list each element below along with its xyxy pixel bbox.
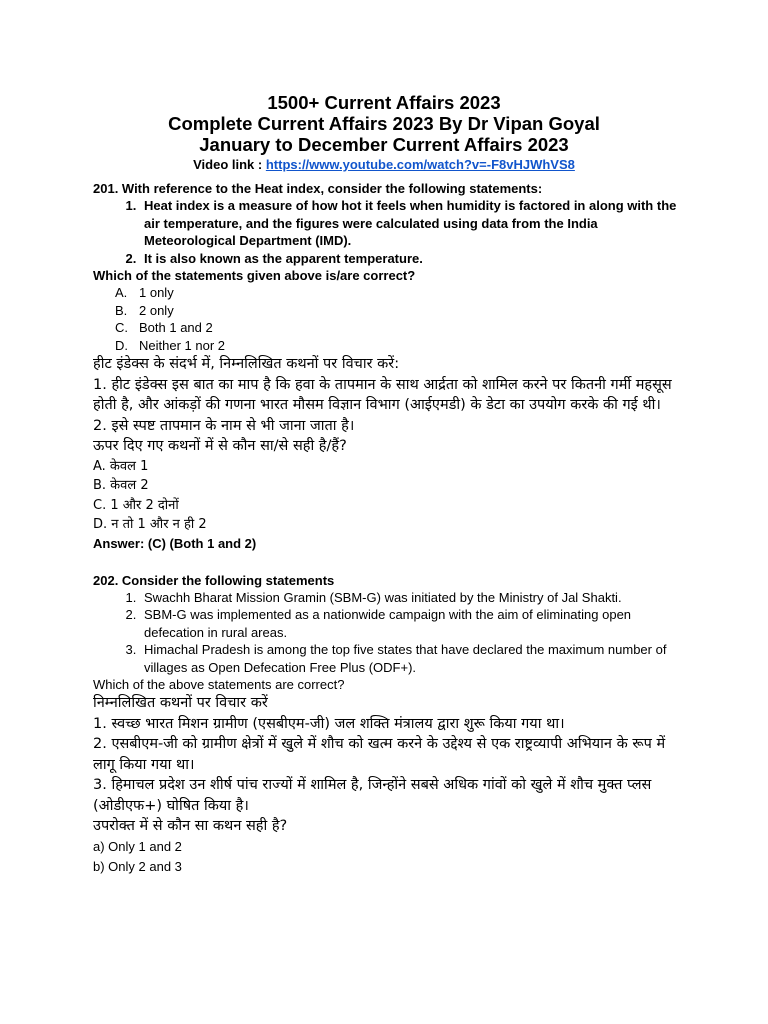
- hindi-statement-2: 2. एसबीएम-जी को ग्रामीण क्षेत्रों में खुले में शौच को खत्म करने के उद्देश्य से एक राष्ट्रव्यापी अभियान के रूप में लागू किया गया था।: [93, 736, 666, 773]
- video-link[interactable]: https://www.youtube.com/watch?v=-F8vHJWhVS8: [265, 157, 575, 172]
- doc-subtitle-2: January to December Current Affairs 2023: [199, 134, 569, 155]
- option: B. 2 only: [115, 302, 174, 318]
- option: b) Only 2 and 3: [93, 858, 182, 874]
- statement: 1. Heat index is a measure of how hot it feels when humidity is factored in along with the air temperature, and the figures were calculated using data from the India Meteorological Department (IMD).: [140, 197, 678, 250]
- question-202: 202. Consider the following statements: [93, 572, 335, 588]
- hindi-option: D. न तो 1 और न ही 2: [93, 517, 207, 532]
- statement: 1. Swachh Bharat Mission Gramin (SBM-G) was initiated by the Ministry of Jal Shakti.: [140, 589, 678, 607]
- option: a) Only 1 and 2: [93, 838, 182, 854]
- question-202-prompt: Which of the above statements are correct?: [93, 677, 345, 692]
- hindi-option: A. केवल 1: [93, 458, 149, 474]
- statement: 3. Himachal Pradesh is among the top five states that have declared the maximum number of villages as Open Defecation Free Plus (ODF+).: [140, 641, 678, 676]
- question-201-options: [93, 284, 678, 354]
- option: A. 1 only: [115, 285, 174, 300]
- video-link-label: Video link :: [193, 157, 266, 172]
- hindi-statement-1: 1. हीट इंडेक्स इस बात का माप है कि हवा के तापमान के साथ आर्द्रता को शामिल करने पर कितनी गर्मी महसूस होती है, और आंकड़ों की गणना भारत मौसम विज्ञान विभाग (आईएमडी) के डेटा का उपयोग करके की गई थी।: [93, 376, 672, 413]
- hindi-question-201: हीट इंडेक्स के संदर्भ में, निम्नलिखित कथनों पर विचार करें:: [93, 356, 400, 372]
- statement: 2. SBM-G was implemented as a nationwide campaign with the aim of eliminating open defecation in rural areas.: [140, 606, 678, 641]
- hindi-statement-1: 1. स्वच्छ भारत मिशन ग्रामीण (एसबीएम-जी) जल शक्ति मंत्रालय द्वारा शुरू किया गया था।: [93, 715, 565, 732]
- question-202-statements: [93, 589, 678, 677]
- hindi-prompt: उपरोक्त में से कौन सा कथन सही है?: [93, 818, 288, 834]
- question-201-prompt: Which of the statements given above is/are correct?: [93, 268, 416, 283]
- answer-201: Answer: (C) (Both 1 and 2): [93, 535, 257, 551]
- hindi-statement-2: 2. इसे स्पष्ट तापमान के नाम से भी जाना जाता है।: [93, 417, 355, 434]
- hindi-option: B. केवल 2: [93, 478, 149, 493]
- hindi-question-202: निम्नलिखित कथनों पर विचार करें: [93, 695, 268, 711]
- doc-subtitle: Complete Current Affairs 2023 By Dr Vipan Goyal: [168, 113, 600, 134]
- question-201-statements: [93, 197, 678, 267]
- header: [0, 92, 768, 173]
- hindi-prompt: ऊपर दिए गए कथनों में से कौन सा/से सही है/हैं?: [93, 438, 347, 454]
- option: D. Neither 1 nor 2: [115, 337, 225, 353]
- statement: 2. It is also known as the apparent temperature.: [140, 250, 678, 268]
- question-201: 201. With reference to the Heat index, consider the following statements:: [93, 181, 543, 196]
- hindi-statement-3: 3. हिमाचल प्रदेश उन शीर्ष पांच राज्यों में शामिल है, जिन्होंने सबसे अधिक गांवों को खुले में शौच मुक्त प्लस (ओडीएफ+) घोषित किया है।: [93, 777, 652, 814]
- doc-title: 1500+ Current Affairs 2023: [267, 92, 501, 113]
- content: [93, 180, 678, 877]
- video-link-line: [0, 156, 768, 173]
- option: C. Both 1 and 2: [115, 320, 213, 335]
- hindi-option: C. 1 और 2 दोनों: [93, 497, 179, 513]
